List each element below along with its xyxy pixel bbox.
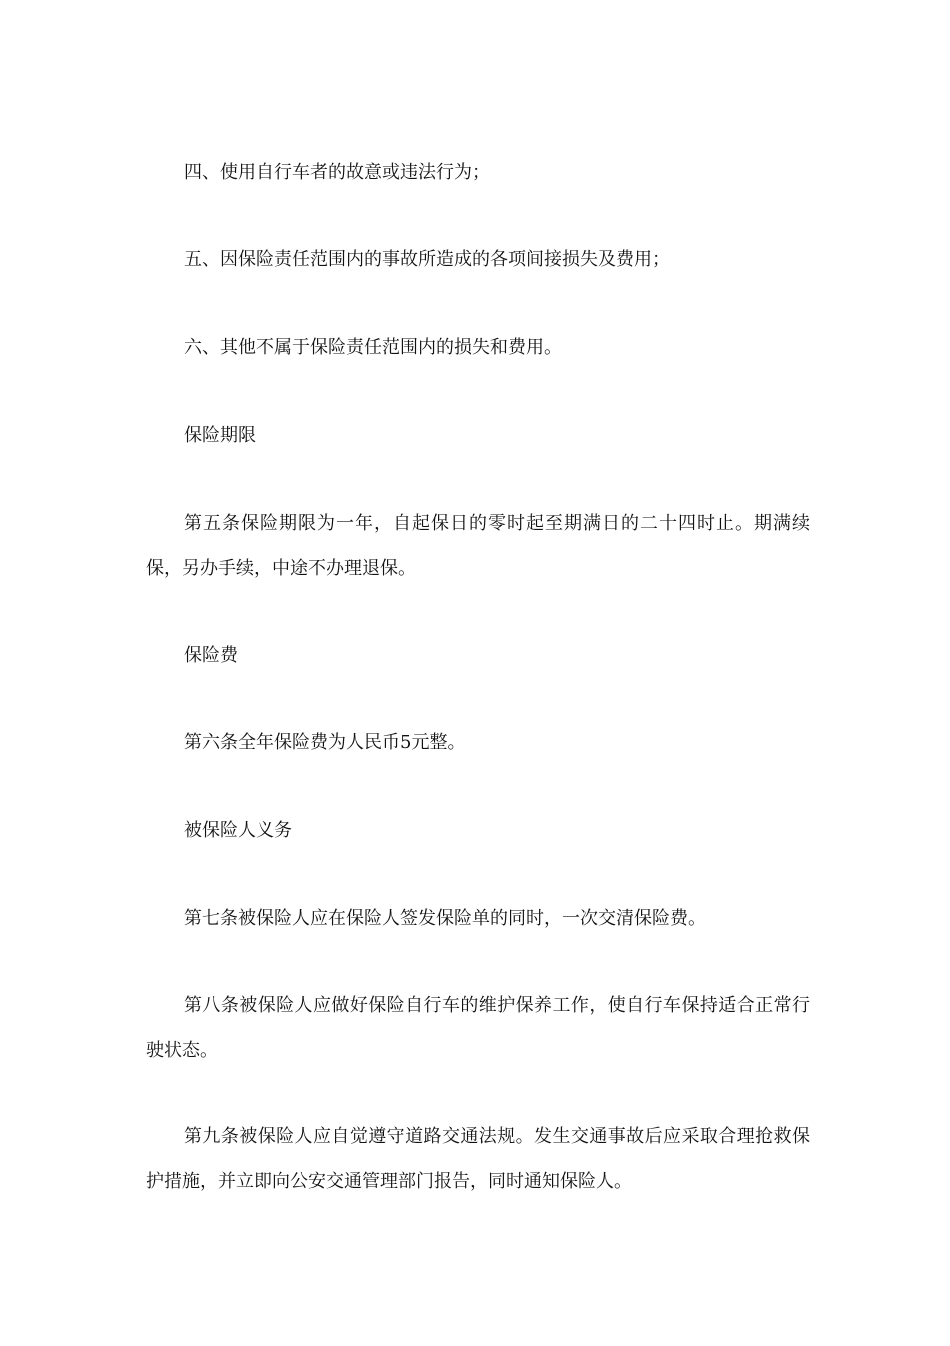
paragraph-article-7: 第七条被保险人应在保险人签发保险单的同时，一次交清保险费。 [184,908,706,929]
paragraph-exclusion-5: 五、因保险责任范围内的事故所造成的各项间接损失及费用； [184,249,670,270]
paragraph-exclusion-4: 四、使用自行车者的故意或违法行为； [184,162,490,183]
paragraph-article-8: 第八条被保险人应做好保险自行车的维护保养工作，使自行车保持适合正常行驶状态。 [146,995,810,1061]
paragraph-exclusion-6: 六、其他不属于保险责任范围内的损失和费用。 [184,337,562,358]
heading-premium: 保险费 [184,645,238,666]
paragraph-article-5: 第五条保险期限为一年，自起保日的零时起至期满日的二十四时止。期满续保，另办手续，中途不办理退保。 [146,513,810,579]
heading-insured-obligations: 被保险人义务 [184,820,292,841]
paragraph-article-6: 第六条全年保险费为人民币5元整。 [184,732,466,753]
heading-insurance-period: 保险期限 [184,425,256,446]
paragraph-article-9: 第九条被保险人应自觉遵守道路交通法规。发生交通事故后应采取合理抢救保护措施，并立即向公安交通管理部门报告，同时通知保险人。 [146,1126,810,1192]
